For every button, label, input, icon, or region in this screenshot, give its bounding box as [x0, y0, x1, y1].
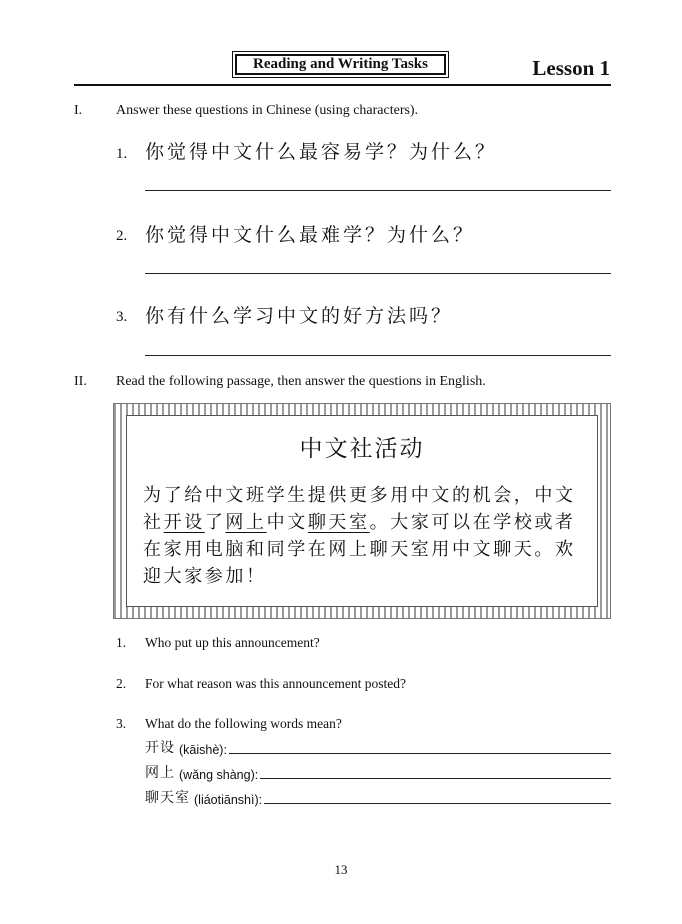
- passage-text: 了: [204, 512, 226, 533]
- underlined-word-kaishe: 开设: [163, 512, 205, 533]
- vocab-row: [145, 762, 611, 782]
- answer-line[interactable]: [145, 355, 611, 356]
- passage-line: 在家用电脑和同学在网上聊天室用中文聊天。欢: [143, 539, 576, 560]
- section-1-numeral: I.: [74, 103, 83, 118]
- vocab-pinyin: (wǎng shàng):: [179, 768, 259, 782]
- page-number: 13: [334, 862, 348, 877]
- header-title: Reading and Writing Tasks: [235, 54, 446, 75]
- section-1-instruction: Answer these questions in Chinese (using characters).: [116, 103, 419, 118]
- answer-line[interactable]: [264, 802, 611, 804]
- passage-line: 迎大家参加！: [143, 566, 267, 587]
- passage-line: 为了给中文班学生提供更多用中文的机会，中文: [143, 485, 576, 506]
- question-text: 你觉得中文什么最难学？为什么？: [145, 224, 476, 246]
- vocab-row: [145, 787, 611, 807]
- question-number: 1.: [116, 635, 127, 650]
- question-number: 2.: [116, 676, 127, 691]
- answer-line[interactable]: [260, 777, 611, 779]
- vocab-pinyin: (liáotiānshì):: [194, 793, 263, 807]
- passage-text: 。大家可以在学校或者: [369, 512, 576, 533]
- question-number: 3.: [116, 716, 127, 731]
- header-rule: [74, 84, 611, 86]
- question-text: For what reason was this announcement posted?: [145, 676, 406, 691]
- answer-line[interactable]: [229, 752, 611, 754]
- section-2-instruction: Read the following passage, then answer the questions in English.: [116, 374, 486, 389]
- passage-body: [143, 482, 583, 590]
- passage-line: [143, 509, 583, 536]
- answer-line[interactable]: [145, 273, 611, 274]
- lesson-label: Lesson 1: [532, 56, 610, 80]
- section-2-numeral: II.: [74, 374, 87, 389]
- passage-title: 中文社活动: [299, 436, 425, 462]
- question-number: 1.: [116, 146, 128, 162]
- vocab-word: 开设: [145, 740, 175, 756]
- passage-frame: [113, 403, 611, 619]
- passage-text: 中文: [266, 512, 308, 533]
- question-text: Who put up this announcement?: [145, 635, 320, 650]
- question-text: 你有什么学习中文的好方法吗？: [145, 305, 454, 327]
- passage-panel: [126, 415, 598, 607]
- vocab-row: [145, 737, 611, 757]
- vocab-pinyin: (kāishè):: [179, 743, 227, 757]
- question-number: 2.: [116, 228, 128, 244]
- question-text: What do the following words mean?: [145, 716, 342, 731]
- passage-text: 社: [143, 512, 164, 533]
- question-number: 3.: [116, 309, 128, 325]
- underlined-word-liaotianshi: 聊天室: [307, 512, 370, 533]
- underlined-word-wangshang: 网上: [225, 512, 267, 533]
- question-text: 你觉得中文什么最容易学？为什么？: [145, 141, 498, 163]
- header-title-box: [232, 51, 449, 78]
- answer-line[interactable]: [145, 190, 611, 191]
- vocab-word: 网上: [145, 765, 175, 781]
- vocab-word: 聊天室: [145, 790, 190, 806]
